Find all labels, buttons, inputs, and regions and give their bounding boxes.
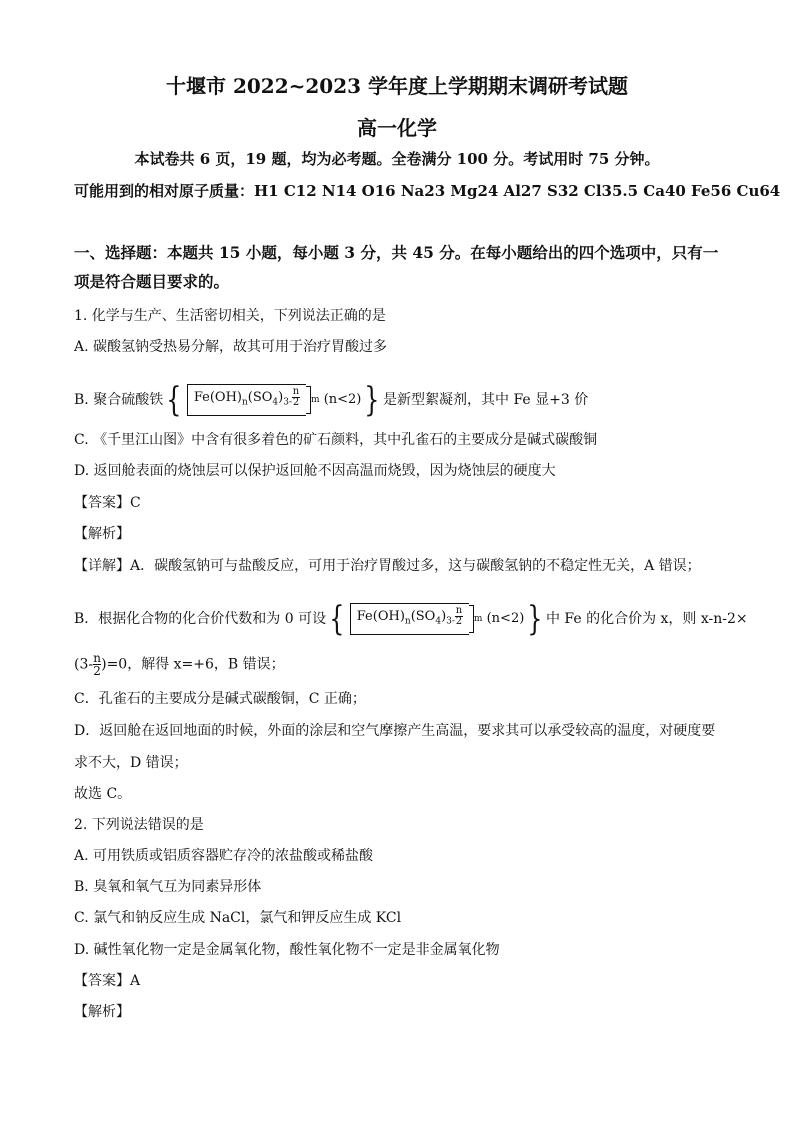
q1-option-b [74,380,724,420]
q1-option-a: A. 碳酸氢钠受热易分解，故其可用于治疗胃酸过多 [74,339,388,355]
q1-option-b-prefix: B. 聚合硫酸铁 [74,392,164,408]
q2-option-b: B. 臭氧和氧气互为同素异形体 [74,879,262,895]
q2-analysis-tag: 【解析】 [74,1004,130,1020]
polyferric-sulfate-formula: { $Fe(OH)_n(SO_4)_{3-}$ $\frac{n}{2}$ m (n<2) } [166,380,380,420]
subject-title: 高一化学 [357,116,437,140]
q1-detail-a: 【详解】A．碳酸氢钠可与盐酸反应，可用于治疗胃酸过多，这与碳酸氢钠的不稳定性无关，A 错误； [74,558,701,574]
q1-option-d: D. 返回舱表面的烧蚀层可以保护返回舱不因高温而烧毁，因为烧蚀层的硬度大 [74,463,556,479]
q1-detail-d-line1: D．返回舱在返回地面的时候，外面的涂层和空气摩擦产生高温，要求其可以承受较高的温度，对硬度要 [74,723,716,739]
q2-stem: 2. 下列说法错误的是 [74,817,204,833]
q2-option-c: C. 氯气和钠反应生成 NaCl，氯气和钾反应生成 KCl [74,910,402,926]
q1-conclusion: 故选 C。 [74,786,132,802]
q1-stem: 1. 化学与生产、生活密切相关，下列说法正确的是 [74,308,386,324]
q2-option-d: D. 碱性氧化物一定是金属氧化物，酸性氧化物不一定是非金属氧化物 [74,942,500,958]
q2-answer: 【答案】A [74,973,141,989]
exam-title: 十堰市 2022~2023 学年度上学期期末调研考试题 [165,74,628,98]
atomic-masses: 可能用到的相对原子质量：H1 C12 N14 O16 Na23 Mg24 Al27 S32 Cl35.5 Ca40 Fe56 Cu64 [74,182,781,200]
detail-formula: { $Fe(OH)_n(SO_4)_{3-}$ $\frac{n}{2}$ m (n<2) } [329,599,543,639]
q1-detail-b: B．根据化合物的化合价代数和为 0 可设 { $Fe(OH)_n(SO_4)_{3-}$ $\frac{n}{2}$ m (n<2) } 中 Fe 的化合价为 x，则 x-n-2× [74,599,748,639]
q1-option-b-suffix: 是新型絮凝剂，其中 Fe 显+3 价 [383,392,589,408]
q1-option-c: C. 《千里江山图》中含有很多着色的矿石颜料，其中孔雀石的主要成分是碱式碳酸铜 [74,432,598,448]
q2-option-a: A. 可用铁质或铝质容器贮存冷的浓盐酸或稀盐酸 [74,848,374,864]
q1-answer: 【答案】C [74,495,141,511]
q1-analysis-tag: 【解析】 [74,526,130,542]
q1-detail-c: C．孔雀石的主要成分是碱式碳酸铜，C 正确； [74,691,366,707]
section-heading-line1: 一、选择题：本题共 15 小题，每小题 3 分，共 45 分。在每小题给出的四个选项中，只有一 [74,243,719,262]
q1-detail-b-line2: (3- $\frac{n}{2}$ )=0，解得 x=+6，B 错误； [74,651,285,678]
q1-detail-d-line2: 求不大，D 错误； [74,755,188,771]
exam-instructions: 本试卷共 6 页，19 题，均为必考题。全卷满分 100 分。考试用时 75 分钟。 [134,150,660,168]
section-heading-line2: 项是符合题目要求的。 [74,272,230,291]
